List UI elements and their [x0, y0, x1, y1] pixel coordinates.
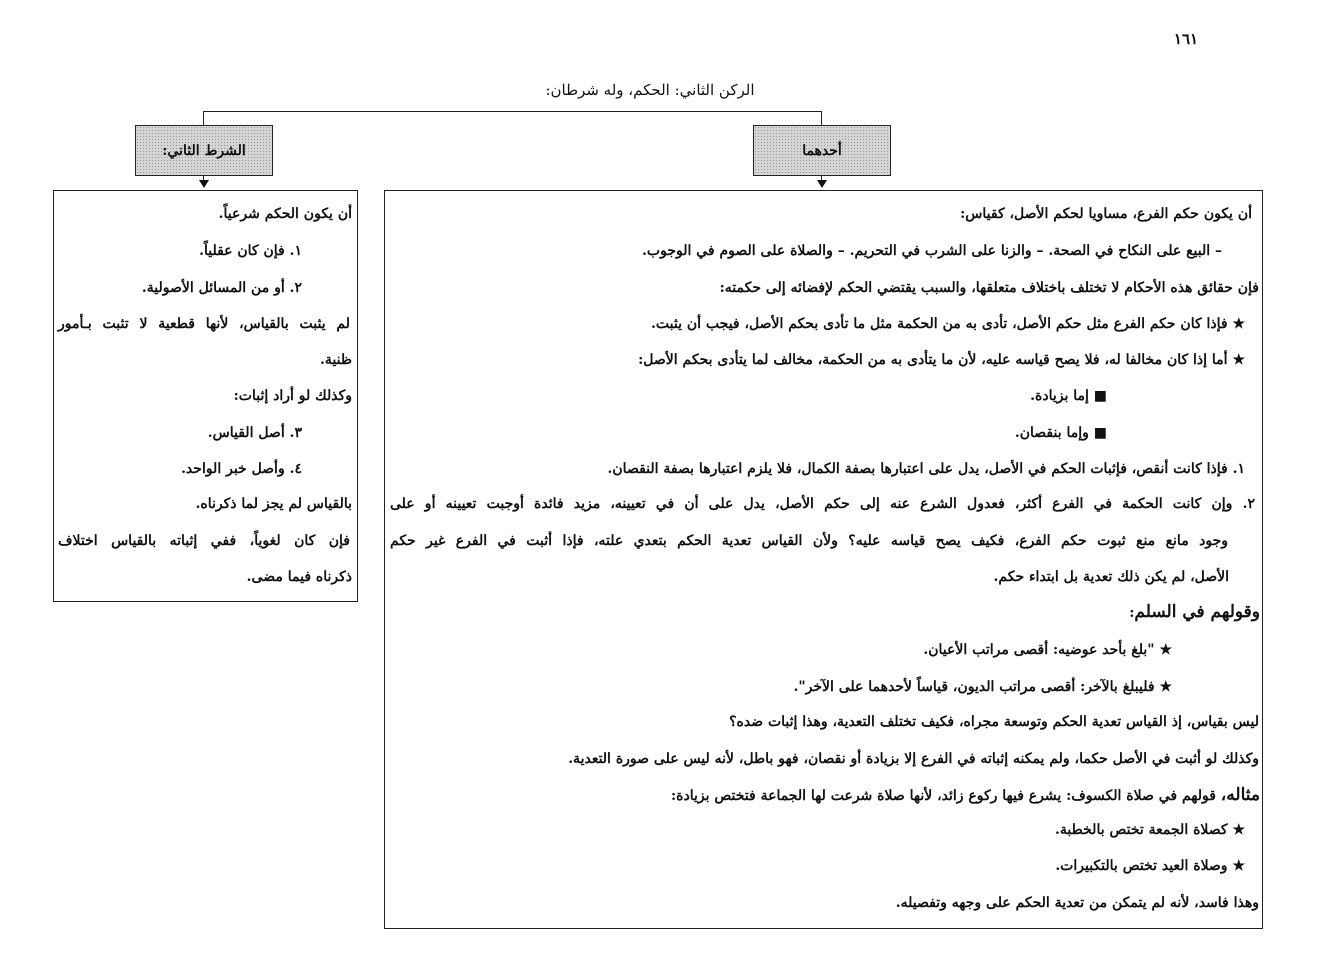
- right-line: ★ "بلغ بأحد عوضيه: أقصى مراتب الأعيان.: [923, 642, 1172, 658]
- salam-colon: :: [1129, 605, 1135, 621]
- example-text: قولهم في صلاة الكسوف: يشرع فيها ركوع زائد، لأنها صلاة شرعت لها الجماعة فتختص بزيادة:: [670, 788, 1221, 804]
- right-line: ★ فإذا كان حكم الفرع مثل حكم الأصل، تأدى به من الحكمة مثل ما تأدى بحكم الأصل، فيجب أن يثبت.: [651, 316, 1245, 332]
- right-line: [1129, 602, 1260, 623]
- left-line: فإن كان لغوياً، ففي إثباته بالقياس اختلاف: [58, 533, 350, 549]
- right-line: – البيع على النكاح في الصحة. – والزنا على الشرب في التحريم. – والصلاة على الصوم في الوجوب.: [642, 243, 1222, 259]
- right-line: [671, 785, 1260, 806]
- page-number: ١٦١: [1173, 30, 1199, 48]
- right-line: وكذلك لو أثبت في الأصل حكما، ولم يمكنه إثباته في الفرع إلا بزيادة أو نقصان، فهو باطل، لأنه ليس على صورة التعدية.: [568, 751, 1259, 767]
- right-line: ليس بقياس، إذ القياس تعدية الحكم وتوسعة مجراه، فكيف تختلف التعدية، وهذا إثبات ضده؟: [729, 714, 1259, 730]
- salam-heading: وقولهم في السلم: [1134, 602, 1260, 622]
- left-line: ظنية.: [320, 352, 352, 368]
- left-line: وكذلك لو أراد إثبات:: [233, 388, 352, 404]
- connector-right-vertical: [821, 111, 822, 125]
- right-line: ■ إما بزيادة.: [1030, 388, 1107, 404]
- arrow-down-icon: [817, 180, 827, 188]
- right-line: وجود مانع منع ثبوت حكم الفرع، فكيف يصح قياسه عليه؟ ولأن القياس تعدية الحكم بتعدي علته، فإذا أثبت في الفرع غير حكم: [390, 533, 1228, 549]
- left-line: لم يثبت بالقياس، لأنها قطعية لا تثبت بـأمور: [58, 316, 350, 332]
- left-line: ذكرناه فيما مضى.: [246, 569, 352, 585]
- right-line: ★ وصلاة العيد تختص بالتكبيرات.: [1055, 858, 1245, 874]
- left-line: ١. فإن كان عقلياً.: [199, 243, 302, 259]
- first-condition-box: أحدهما: [753, 125, 891, 176]
- left-line: أن يكون الحكم شرعياً.: [218, 206, 352, 222]
- right-line: ■ وإما بنقصان.: [1014, 425, 1107, 441]
- right-line: ★ أما إذا كان مخالفا له، فلا يصح قياسه عليه، لأن ما يتأدى به من الحكمة، مخالف لما يتأدى بحكم الأصل:: [638, 352, 1245, 368]
- right-line: ١. فإذا كانت أنقص، فإثبات الحكم في الأصل، يدل على اعتبارها بصفة الكمال، فلا يلزم اعتبارها بصفة النقصان.: [607, 461, 1245, 477]
- right-line: أن يكون حكم الفرع، مساويا لحكم الأصل، كقياس:: [960, 206, 1252, 222]
- right-line: وهذا فاسد، لأنه لم يتمكن من تعدية الحكم على وجهه وتفصيله.: [895, 895, 1259, 911]
- left-line: ٢. أو من المسائل الأصولية.: [141, 280, 302, 296]
- arrow-down-icon: [199, 180, 209, 188]
- left-line: بالقياس لم يجز لما ذكرناه.: [195, 496, 352, 512]
- first-condition-panel: [384, 190, 1263, 929]
- connector-top-horizontal: [203, 111, 822, 112]
- connector-left-vertical: [203, 111, 204, 125]
- right-line: ★ فليبلغ بالآخر: أقصى مراتب الديون، قياساً لأحدهما على الآخر".: [793, 679, 1172, 695]
- right-line: فإن حقائق هذه الأحكام لا تختلف باختلاف متعلقها، والسبب يقتضي الحكم لإفضائه إلى حكمته:: [719, 280, 1259, 296]
- diagram-title: الركن الثاني: الحكم، وله شرطان:: [545, 81, 755, 99]
- left-line: ٣. أصل القياس.: [207, 425, 302, 441]
- example-heading: مثاله،: [1220, 785, 1260, 805]
- left-line: ٤. وأصل خبر الواحد.: [181, 461, 302, 477]
- right-line: ٢. وإن كانت الحكمة في الفرع أكثر، فعدول الشرع عنه إلى حكم الأصل، يدل على أن في تعيينه، مزيد فائدة أوجبت تعيينه أو على: [390, 496, 1255, 512]
- right-line: الأصل، لم يكن ذلك تعدية بل ابتداء حكم.: [993, 569, 1229, 585]
- right-line: ★ كصلاة الجمعة تختص بالخطبة.: [1055, 822, 1245, 838]
- second-condition-box: الشرط الثاني:: [135, 125, 273, 176]
